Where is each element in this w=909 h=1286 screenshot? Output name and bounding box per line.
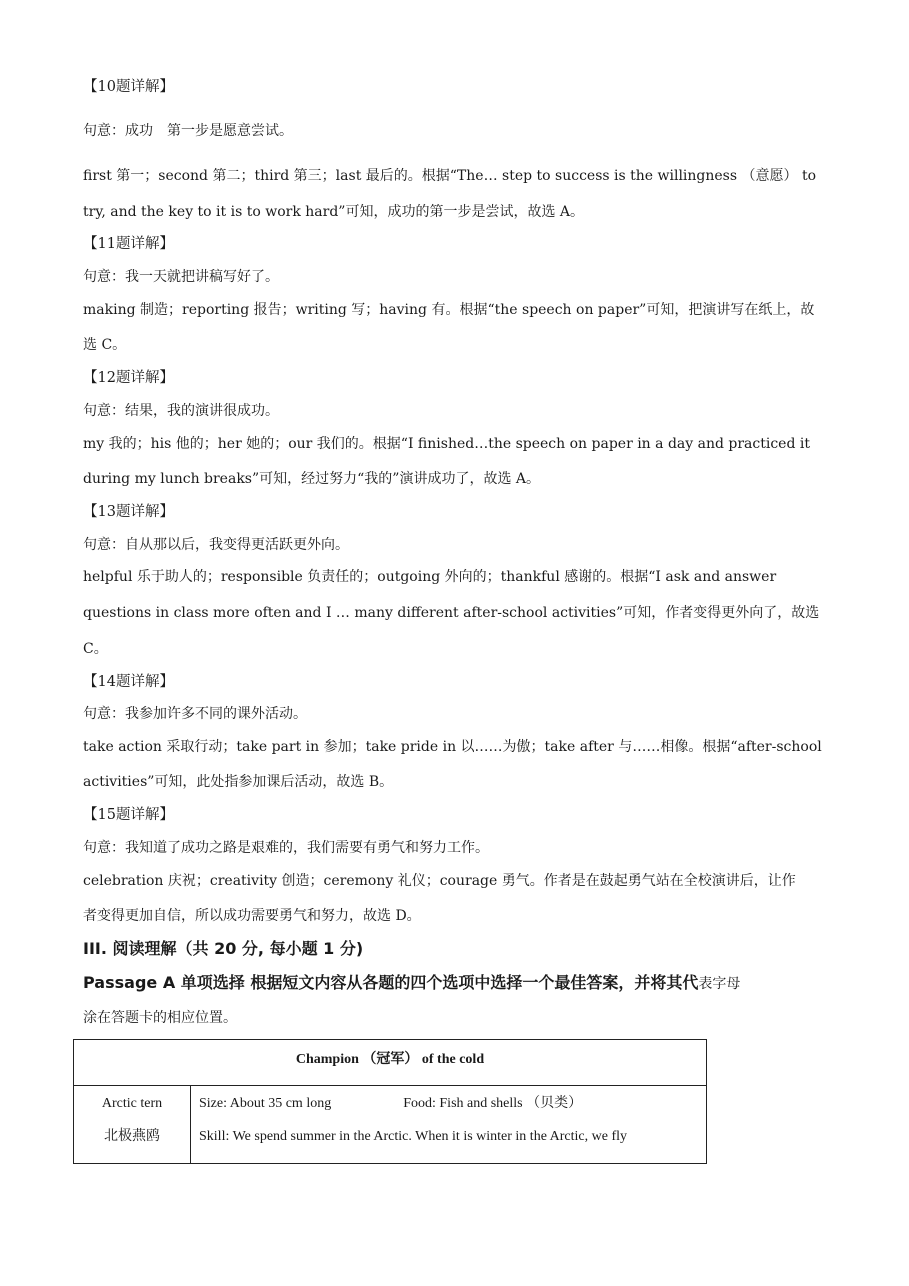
section-instruction-bold: Passage A 单项选择 根据短文内容从各题的四个选项中选择一个最佳答案，并将其代 xyxy=(83,973,699,992)
animal-skill: Skill: We spend summer in the Arctic. When it is winter in the Arctic, we fly xyxy=(199,1129,627,1144)
q11-meaning: 句意：我一天就把讲稿写好了。 xyxy=(83,269,279,285)
q13-explanation-3: C。 xyxy=(83,641,108,657)
animal-info-cell xyxy=(191,1086,707,1164)
q15-heading: 【15题详解】 xyxy=(83,807,174,823)
q12-heading: 【12题详解】 xyxy=(83,370,174,386)
q11-explanation-2: 选 C。 xyxy=(83,337,127,353)
q13-heading: 【13题详解】 xyxy=(83,504,174,520)
q10-heading: 【10题详解】 xyxy=(83,79,174,95)
q12-explanation-2: during my lunch breaks”可知，经过努力“我的”演讲成功了，故选 A。 xyxy=(83,471,541,487)
q12-meaning: 句意：结果，我的演讲很成功。 xyxy=(83,403,279,419)
section-instruction xyxy=(83,973,740,994)
q11-heading: 【11题详解】 xyxy=(83,236,174,252)
q10-explanation-2: try, and the key to it is to work hard”可知，成功的第一步是尝试，故选 A。 xyxy=(83,204,584,220)
animal-size-food-row xyxy=(199,1088,706,1120)
q14-heading: 【14题详解】 xyxy=(83,674,174,690)
section-heading: III. 阅读理解（共 20 分, 每小题 1 分) xyxy=(83,939,364,958)
q13-explanation-2: questions in class more often and I … many different after-school activities”可知，作者变得更外向了，故选 xyxy=(83,605,820,621)
section-instruction-tail: 表字母 xyxy=(698,976,741,992)
table-title: Champion （冠军） of the cold xyxy=(74,1040,707,1086)
animal-name-cell xyxy=(74,1086,191,1164)
q13-explanation-1: helpful 乐于助人的；responsible 负责任的；outgoing 外向的；thankful 感谢的。根据“I ask and answer xyxy=(83,569,777,585)
q15-explanation-1: celebration 庆祝；creativity 创造；ceremony 礼仪；courage 勇气。作者是在鼓起勇气站在全校演讲后，让作 xyxy=(83,873,796,889)
champion-table xyxy=(73,1039,707,1164)
q12-explanation-1: my 我的；his 他的；her 她的；our 我们的。根据“I finished…the speech on paper in a day and practiced it xyxy=(83,436,810,452)
animal-size: Size: About 35 cm long xyxy=(199,1096,332,1111)
animal-name-cn: 北极燕鸥 xyxy=(104,1129,160,1144)
animal-food: Food: Fish and shells （贝类） xyxy=(403,1096,583,1111)
q15-explanation-2: 者变得更加自信，所以成功需要勇气和努力，故选 D。 xyxy=(83,908,421,924)
section-instruction-line2: 涂在答题卡的相应位置。 xyxy=(83,1010,237,1026)
q13-meaning: 句意：自从那以后，我变得更活跃更外向。 xyxy=(83,537,349,553)
q11-explanation-1: making 制造；reporting 报告；writing 写；having 有。根据“the speech on paper”可知，把演讲写在纸上，故 xyxy=(83,302,815,318)
q10-explanation-1: first 第一；second 第二；third 第三；last 最后的。根据“The… step to success is the willingness （意愿） to xyxy=(83,168,817,184)
animal-name-en: Arctic tern xyxy=(101,1096,163,1111)
q14-meaning: 句意：我参加许多不同的课外活动。 xyxy=(83,706,307,722)
q15-meaning: 句意：我知道了成功之路是艰难的，我们需要有勇气和努力工作。 xyxy=(83,840,489,856)
q14-explanation-2: activities”可知，此处指参加课后活动，故选 B。 xyxy=(83,774,394,790)
q14-explanation-1: take action 采取行动；take part in 参加；take pride in 以……为傲；take after 与……相像。根据“after-school xyxy=(83,739,822,755)
q10-meaning: 句意：成功 第一步是愿意尝试。 xyxy=(83,123,293,139)
